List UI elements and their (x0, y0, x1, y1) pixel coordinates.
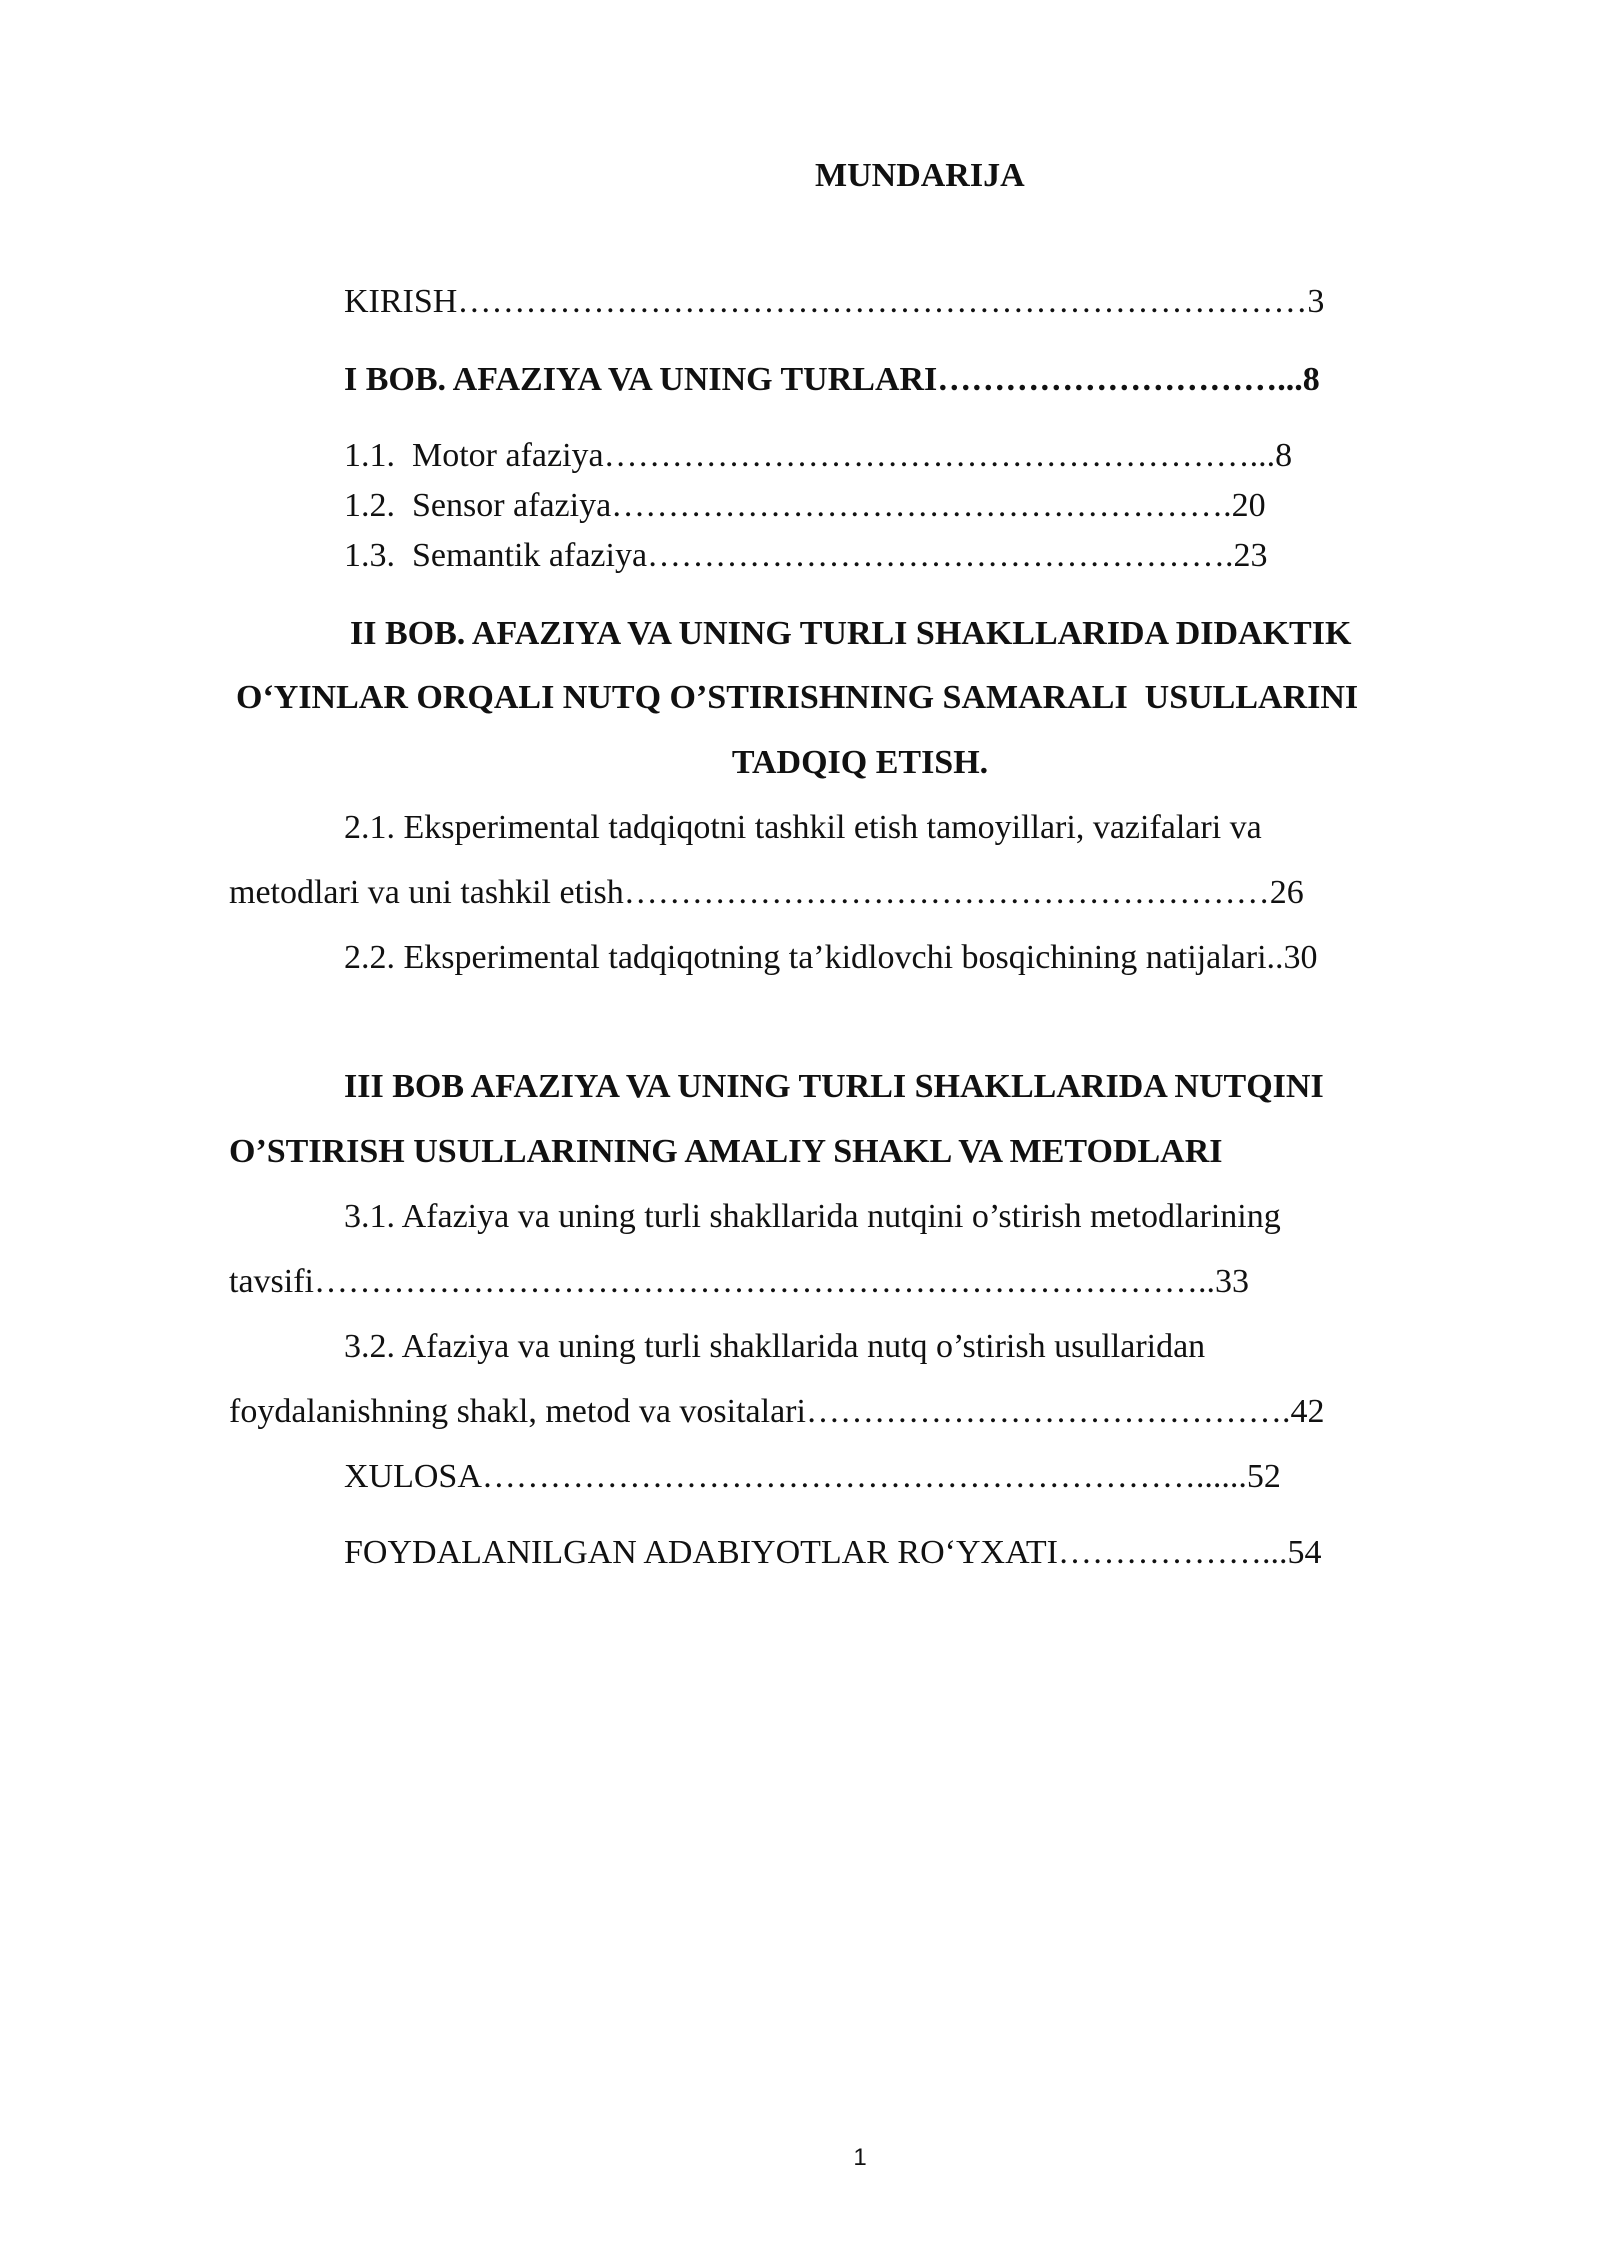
toc-entry-3-1-line-1: 3.1. Afaziya va uning turli shakllarida nutqini o’stirish metodlarining (344, 1198, 1281, 1235)
toc-chapter-3-heading-line-1: III BOB AFAZIYA VA UNING TURLI SHAKLLARIDA NUTQINI (344, 1068, 1324, 1105)
toc-entry-xulosa: XULOSA………………………………………………………......52 (344, 1458, 1281, 1495)
toc-entry-3-2-line-1: 3.2. Afaziya va uning turli shakllarida nutq o’stirish usullaridan (344, 1328, 1206, 1365)
toc-entry-2-1-line-2: metodlari va uni tashkil etish…………………………………………………26 (229, 874, 1304, 911)
toc-entry-1-3: 1.3. Semantik afaziya…………………………………………….23 (344, 537, 1268, 574)
toc-entry-1-2: 1.2. Sensor afaziya……………………………………………….20 (344, 487, 1266, 524)
toc-entry-2-2: 2.2. Eksperimental tadqiqotning ta’kidlovchi bosqichining natijalari..30 (344, 939, 1318, 976)
toc-entry-2-1-line-1: 2.1. Eksperimental tadqiqotni tashkil etish tamoyillari, vazifalari va (344, 809, 1262, 846)
toc-entry-1-1: 1.1. Motor afaziya…………………………………………………...8 (344, 437, 1293, 474)
toc-entry-references: FOYDALANILGAN ADABIYOTLAR RO‘YXATI………………...54 (344, 1534, 1322, 1571)
toc-entry-3-1-line-2: tavsifi……………………………………………………………………..33 (229, 1263, 1249, 1300)
page-title: MUNDARIJA (815, 157, 1025, 194)
toc-chapter-2-heading-line-2: O‘YINLAR ORQALI NUTQ O’STIRISHNING SAMARALI USULLARINI (236, 679, 1359, 716)
toc-chapter-1-heading: I BOB. AFAZIYA VA UNING TURLARI…………………………...8 (344, 361, 1320, 398)
toc-entry-3-2-line-2: foydalanishning shakl, metod va vositalari…………………………………….42 (229, 1393, 1325, 1430)
toc-chapter-2-heading-line-3: TADQIQ ETISH. (731, 744, 989, 781)
toc-chapter-2-heading-line-1: II BOB. AFAZIYA VA UNING TURLI SHAKLLARIDA DIDAKTIK (350, 615, 1352, 652)
toc-entry-kirish: KIRISH…………………………………………………………………3 (344, 283, 1325, 320)
toc-chapter-3-heading-line-2: O’STIRISH USULLARINING AMALIY SHAKL VA METODLARI (229, 1133, 1223, 1170)
page-number: 1 (853, 2144, 867, 2171)
